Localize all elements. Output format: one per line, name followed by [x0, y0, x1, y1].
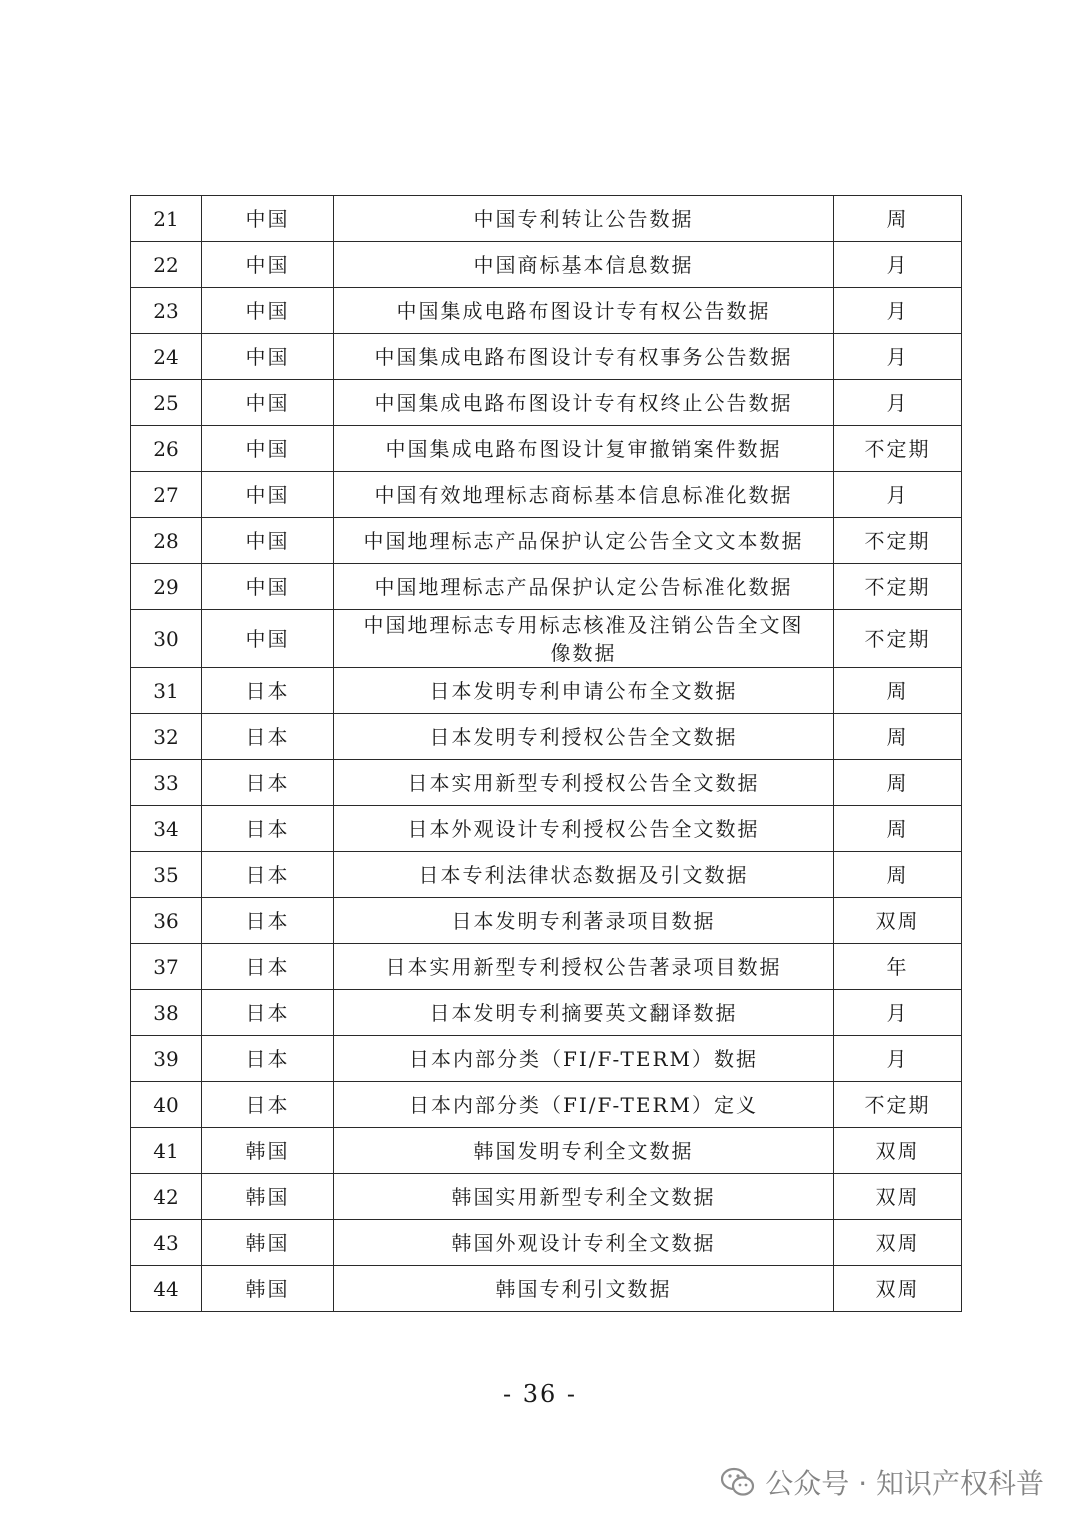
- frequency-cell: 月: [834, 288, 962, 334]
- row-number-cell: 22: [131, 242, 202, 288]
- country-cell: 中国: [202, 196, 334, 242]
- table-row: [131, 1036, 962, 1082]
- country-cell: 韩国: [202, 1174, 334, 1220]
- row-number-cell: 24: [131, 334, 202, 380]
- country-cell: 中国: [202, 426, 334, 472]
- country-cell: 韩国: [202, 1220, 334, 1266]
- country-cell: 日本: [202, 760, 334, 806]
- data-name-cell: 日本内部分类（FI/F-TERM）定义: [334, 1082, 834, 1128]
- country-cell: 日本: [202, 1036, 334, 1082]
- data-name-cell: 韩国发明专利全文数据: [334, 1128, 834, 1174]
- frequency-cell: 双周: [834, 1128, 962, 1174]
- table-row: [131, 242, 962, 288]
- data-name-cell: 日本实用新型专利授权公告全文数据: [334, 760, 834, 806]
- table-row: [131, 714, 962, 760]
- frequency-cell: 不定期: [834, 426, 962, 472]
- frequency-cell: 周: [834, 852, 962, 898]
- data-name-cell: 韩国专利引文数据: [334, 1266, 834, 1312]
- row-number-cell: 43: [131, 1220, 202, 1266]
- table-row: [131, 472, 962, 518]
- frequency-cell: 双周: [834, 898, 962, 944]
- row-number-cell: 30: [131, 610, 202, 668]
- country-cell: 日本: [202, 898, 334, 944]
- country-cell: 中国: [202, 610, 334, 668]
- table-row: [131, 426, 962, 472]
- row-number-cell: 31: [131, 668, 202, 714]
- data-name-cell: 日本发明专利授权公告全文数据: [334, 714, 834, 760]
- row-number-cell: 36: [131, 898, 202, 944]
- table-row: [131, 610, 962, 668]
- data-name-cell: 日本发明专利著录项目数据: [334, 898, 834, 944]
- data-name-cell: 日本内部分类（FI/F-TERM）数据: [334, 1036, 834, 1082]
- data-name-cell: 韩国实用新型专利全文数据: [334, 1174, 834, 1220]
- frequency-cell: 月: [834, 242, 962, 288]
- frequency-cell: 周: [834, 196, 962, 242]
- table-row: [131, 944, 962, 990]
- row-number-cell: 42: [131, 1174, 202, 1220]
- table-body: [131, 196, 962, 1312]
- table-row: [131, 1266, 962, 1312]
- frequency-cell: 月: [834, 990, 962, 1036]
- frequency-cell: 双周: [834, 1220, 962, 1266]
- page-number: - 36 -: [502, 1380, 577, 1408]
- table-row: [131, 806, 962, 852]
- country-cell: 中国: [202, 380, 334, 426]
- frequency-cell: 月: [834, 472, 962, 518]
- row-number-cell: 21: [131, 196, 202, 242]
- wechat-icon: [721, 1467, 755, 1497]
- data-name-cell: 中国集成电路布图设计专有权终止公告数据: [334, 380, 834, 426]
- country-cell: 日本: [202, 852, 334, 898]
- data-name-cell: 中国集成电路布图设计复审撤销案件数据: [334, 426, 834, 472]
- data-name-cell: 日本发明专利摘要英文翻译数据: [334, 990, 834, 1036]
- data-name-cell: 中国地理标志专用标志核准及注销公告全文图像数据: [334, 610, 834, 668]
- row-number-cell: 29: [131, 564, 202, 610]
- frequency-cell: 周: [834, 760, 962, 806]
- table-row: [131, 1174, 962, 1220]
- data-name-cell: 中国地理标志产品保护认定公告全文文本数据: [334, 518, 834, 564]
- country-cell: 日本: [202, 944, 334, 990]
- table-row: [131, 196, 962, 242]
- row-number-cell: 41: [131, 1128, 202, 1174]
- data-name-cell: 日本发明专利申请公布全文数据: [334, 668, 834, 714]
- frequency-cell: 月: [834, 380, 962, 426]
- frequency-cell: 双周: [834, 1266, 962, 1312]
- country-cell: 韩国: [202, 1266, 334, 1312]
- row-number-cell: 25: [131, 380, 202, 426]
- frequency-cell: 年: [834, 944, 962, 990]
- country-cell: 中国: [202, 518, 334, 564]
- table-row: [131, 668, 962, 714]
- data-name-cell: 韩国外观设计专利全文数据: [334, 1220, 834, 1266]
- frequency-cell: 双周: [834, 1174, 962, 1220]
- table-row: [131, 898, 962, 944]
- table-row: [131, 1220, 962, 1266]
- country-cell: 日本: [202, 806, 334, 852]
- frequency-cell: 周: [834, 806, 962, 852]
- row-number-cell: 35: [131, 852, 202, 898]
- row-number-cell: 34: [131, 806, 202, 852]
- table-row: [131, 334, 962, 380]
- frequency-cell: 不定期: [834, 518, 962, 564]
- country-cell: 韩国: [202, 1128, 334, 1174]
- data-name-cell: 日本专利法律状态数据及引文数据: [334, 852, 834, 898]
- table-row: [131, 564, 962, 610]
- country-cell: 日本: [202, 1082, 334, 1128]
- row-number-cell: 27: [131, 472, 202, 518]
- data-name-cell: 中国有效地理标志商标基本信息标准化数据: [334, 472, 834, 518]
- table-row: [131, 518, 962, 564]
- table-row: [131, 852, 962, 898]
- frequency-cell: 不定期: [834, 564, 962, 610]
- frequency-cell: 周: [834, 668, 962, 714]
- table-row: [131, 1128, 962, 1174]
- row-number-cell: 39: [131, 1036, 202, 1082]
- data-name-cell: 中国集成电路布图设计专有权公告数据: [334, 288, 834, 334]
- row-number-cell: 44: [131, 1266, 202, 1312]
- country-cell: 中国: [202, 472, 334, 518]
- frequency-cell: 不定期: [834, 610, 962, 668]
- row-number-cell: 38: [131, 990, 202, 1036]
- watermark: [721, 1462, 1044, 1502]
- table-row: [131, 380, 962, 426]
- data-catalog-table: [130, 195, 962, 1312]
- row-number-cell: 33: [131, 760, 202, 806]
- country-cell: 中国: [202, 288, 334, 334]
- country-cell: 中国: [202, 334, 334, 380]
- row-number-cell: 28: [131, 518, 202, 564]
- data-name-cell: 中国专利转让公告数据: [334, 196, 834, 242]
- data-name-cell: 日本外观设计专利授权公告全文数据: [334, 806, 834, 852]
- data-name-cell: 日本实用新型专利授权公告著录项目数据: [334, 944, 834, 990]
- country-cell: 中国: [202, 242, 334, 288]
- frequency-cell: 周: [834, 714, 962, 760]
- table-row: [131, 1082, 962, 1128]
- row-number-cell: 37: [131, 944, 202, 990]
- table-row: [131, 760, 962, 806]
- country-cell: 日本: [202, 714, 334, 760]
- data-name-cell: 中国商标基本信息数据: [334, 242, 834, 288]
- country-cell: 日本: [202, 990, 334, 1036]
- watermark-text: 公众号 · 知识产权科普: [765, 1467, 1044, 1500]
- row-number-cell: 32: [131, 714, 202, 760]
- country-cell: 日本: [202, 668, 334, 714]
- frequency-cell: 不定期: [834, 1082, 962, 1128]
- data-name-cell: 中国集成电路布图设计专有权事务公告数据: [334, 334, 834, 380]
- table-row: [131, 288, 962, 334]
- frequency-cell: 月: [834, 334, 962, 380]
- country-cell: 中国: [202, 564, 334, 610]
- row-number-cell: 40: [131, 1082, 202, 1128]
- data-name-cell: 中国地理标志产品保护认定公告标准化数据: [334, 564, 834, 610]
- table-row: [131, 990, 962, 1036]
- frequency-cell: 月: [834, 1036, 962, 1082]
- row-number-cell: 26: [131, 426, 202, 472]
- row-number-cell: 23: [131, 288, 202, 334]
